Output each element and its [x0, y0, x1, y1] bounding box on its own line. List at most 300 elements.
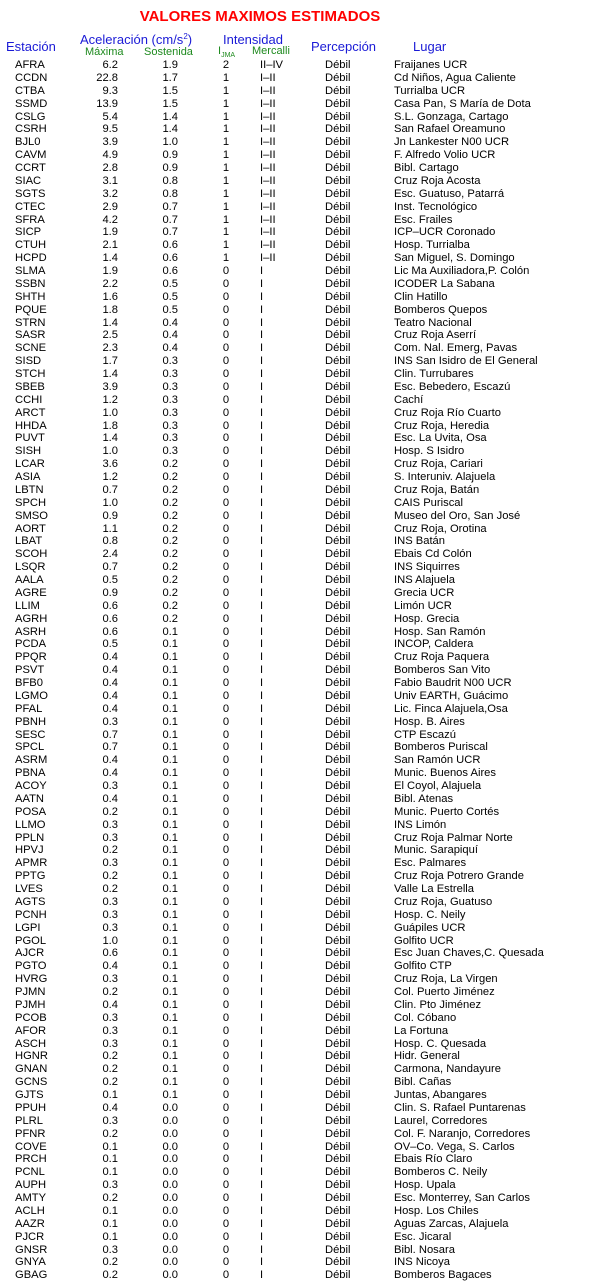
- accel-max: 0.3: [102, 831, 118, 844]
- intensity-jma: 0: [222, 380, 230, 393]
- perception: Débil: [325, 844, 351, 857]
- perception: Débil: [325, 1024, 351, 1037]
- table-row: [0, 548, 590, 561]
- location: Aguas Zarcas, Alajuela: [394, 1217, 509, 1230]
- intensity-mercalli: I–II: [260, 252, 276, 265]
- accel-max: 0.2: [102, 1269, 118, 1282]
- perception: Débil: [325, 754, 351, 767]
- table-row: [0, 1128, 590, 1141]
- perception: Débil: [325, 973, 351, 986]
- table-row: [0, 664, 590, 677]
- accel-max: 0.7: [102, 728, 118, 741]
- table-row: [0, 587, 590, 600]
- station-code: AMTY: [15, 1192, 47, 1204]
- accel-max: 0.4: [102, 998, 118, 1011]
- station-code: CCHI: [15, 393, 43, 406]
- accel-max: 0.3: [102, 818, 118, 831]
- accel-sustained: 0.3: [162, 355, 178, 368]
- accel-sustained: 0.3: [162, 368, 178, 380]
- perception: Débil: [325, 1050, 351, 1063]
- location: Inst. Tecnológico: [394, 200, 478, 213]
- accel-sustained: 0.2: [162, 496, 178, 509]
- perception: Débil: [325, 496, 351, 509]
- accel-sustained: 0.0: [162, 1230, 178, 1243]
- accel-max: 0.5: [102, 574, 118, 586]
- perception: Débil: [325, 702, 351, 715]
- table-row: [0, 741, 590, 754]
- intensity-mercalli: I: [260, 947, 264, 960]
- location: Munic. Sarapiquí: [394, 844, 478, 857]
- station-code: LLIM: [15, 599, 40, 612]
- accel-max: 0.6: [102, 947, 118, 960]
- table-row: [0, 72, 590, 85]
- intensity-jma: 1: [222, 200, 230, 213]
- location: Grecia UCR: [394, 586, 455, 599]
- accel-max: 2.8: [102, 162, 118, 174]
- intensity-jma: 1: [222, 174, 230, 187]
- perception: Débil: [325, 471, 351, 483]
- intensity-jma: 0: [222, 1076, 230, 1089]
- perception: Débil: [325, 522, 351, 535]
- intensity-mercalli: I: [260, 586, 264, 599]
- perception: Débil: [325, 1204, 351, 1217]
- intensity-mercalli: I–II: [260, 149, 276, 162]
- header-maxima: Máxima: [85, 46, 124, 58]
- accel-sustained: 0.1: [162, 638, 178, 651]
- intensity-mercalli: I: [260, 934, 264, 947]
- intensity-jma: 1: [222, 123, 230, 136]
- perception: Débil: [325, 818, 351, 831]
- perception: Débil: [325, 200, 351, 213]
- accel-max: 0.3: [102, 895, 118, 908]
- table-row: [0, 265, 590, 278]
- location: Esc. Bebedero, Escazú: [394, 380, 511, 393]
- location: Cruz Roja, Batán: [394, 483, 480, 496]
- intensity-jma: 0: [222, 625, 230, 638]
- location: Clin. S. Rafael Puntarenas: [394, 1101, 526, 1114]
- accel-max: 0.6: [102, 625, 118, 638]
- location: San Rafael Oreamuno: [394, 123, 506, 136]
- table-row: [0, 832, 590, 845]
- table-row: [0, 613, 590, 626]
- accel-sustained: 0.1: [162, 664, 178, 677]
- intensity-jma: 0: [222, 277, 230, 290]
- location: INS Nicoya: [394, 1256, 450, 1269]
- table-row: [0, 149, 590, 162]
- location: Museo del Oro, San José: [394, 509, 521, 522]
- accel-max: 0.1: [102, 1089, 118, 1101]
- accel-sustained: 1.7: [162, 71, 178, 84]
- table-row: [0, 535, 590, 548]
- table-row: [0, 767, 590, 780]
- table-row: [0, 523, 590, 536]
- intensity-mercalli: I: [260, 1153, 264, 1166]
- table-row: [0, 123, 590, 136]
- intensity-mercalli: I: [260, 483, 264, 496]
- intensity-jma: 0: [222, 715, 230, 728]
- table-row: [0, 317, 590, 330]
- table-row: [0, 458, 590, 471]
- perception: Débil: [325, 599, 351, 612]
- perception: Débil: [325, 934, 351, 947]
- table-row: [0, 883, 590, 896]
- accel-max: 22.8: [96, 71, 118, 84]
- intensity-jma: 0: [222, 754, 230, 767]
- station-code: HHDA: [15, 419, 47, 432]
- header-intensidad: Intensidad: [223, 32, 283, 47]
- intensity-mercalli: I: [260, 1243, 264, 1256]
- accel-max: 1.0: [102, 406, 118, 419]
- station-code: GBAG: [15, 1269, 48, 1282]
- intensity-jma: 0: [222, 870, 230, 883]
- perception: Débil: [325, 226, 351, 239]
- accel-max: 0.1: [102, 1153, 118, 1166]
- station-code: SBEB: [15, 380, 45, 393]
- accel-sustained: 0.2: [162, 535, 178, 548]
- location: Hosp. Upala: [394, 1179, 456, 1192]
- station-code: LVES: [15, 883, 43, 895]
- accel-sustained: 0.7: [162, 213, 178, 226]
- intensity-jma: 0: [222, 960, 230, 973]
- intensity-mercalli: I: [260, 445, 264, 458]
- intensity-jma: 1: [222, 71, 230, 84]
- table-row: [0, 59, 590, 72]
- accel-sustained: 0.1: [162, 767, 178, 780]
- accel-sustained: 0.1: [162, 998, 178, 1011]
- perception: Débil: [325, 97, 351, 110]
- intensity-jma: 0: [222, 1063, 230, 1076]
- perception: Débil: [325, 290, 351, 303]
- intensity-jma: 1: [222, 213, 230, 226]
- location: Clin. Turrubares: [394, 368, 474, 380]
- accel-sustained: 0.0: [162, 1127, 178, 1140]
- station-code: LGPI: [15, 921, 41, 934]
- accel-sustained: 0.7: [162, 226, 178, 239]
- location: Hosp. C. Quesada: [394, 1037, 487, 1050]
- accel-max: 1.1: [102, 522, 118, 535]
- station-code: SHTH: [15, 290, 46, 303]
- location: Turrialba UCR: [394, 84, 466, 97]
- location: Col. F. Naranjo, Corredores: [394, 1127, 531, 1140]
- table-row: [0, 1244, 590, 1257]
- header-aceleracion-close: ): [187, 32, 193, 47]
- intensity-mercalli: I: [260, 380, 264, 393]
- table-row: [0, 111, 590, 124]
- accel-sustained: 0.1: [162, 831, 178, 844]
- station-code: SISD: [15, 355, 42, 368]
- station-code: SPCL: [15, 741, 45, 754]
- intensity-jma: 0: [222, 1179, 230, 1192]
- location: San Miguel, S. Domingo: [394, 252, 515, 265]
- table-row: [0, 407, 590, 420]
- accel-sustained: 0.0: [162, 1204, 178, 1217]
- station-code: SSMD: [15, 97, 48, 110]
- table-row: [0, 677, 590, 690]
- location: Juntas, Abangares: [394, 1089, 487, 1101]
- table-row: [0, 1089, 590, 1102]
- accel-sustained: 0.0: [162, 1269, 178, 1282]
- intensity-mercalli: I–II: [260, 187, 276, 200]
- intensity-mercalli: I: [260, 831, 264, 844]
- perception: Débil: [325, 1192, 351, 1204]
- intensity-jma: 0: [222, 509, 230, 522]
- perception: Débil: [325, 1166, 351, 1179]
- intensity-jma: 0: [222, 908, 230, 921]
- intensity-mercalli: I–II: [260, 213, 276, 226]
- table-row: [0, 394, 590, 407]
- accel-sustained: 0.8: [162, 174, 178, 187]
- table-row: [0, 1218, 590, 1231]
- accel-sustained: 0.0: [162, 1243, 178, 1256]
- station-code: GNAN: [15, 1063, 48, 1076]
- location: Lic Ma Auxiliadora,P. Colón: [394, 265, 530, 277]
- accel-sustained: 0.1: [162, 1011, 178, 1024]
- accel-sustained: 0.1: [162, 883, 178, 895]
- station-code: SSBN: [15, 277, 46, 290]
- station-code: PLRL: [15, 1114, 43, 1127]
- perception: Débil: [325, 1101, 351, 1114]
- accel-max: 0.7: [102, 741, 118, 754]
- station-code: AFOR: [15, 1024, 47, 1037]
- location: Cachí: [394, 393, 424, 406]
- accel-sustained: 0.0: [162, 1101, 178, 1114]
- perception: Débil: [325, 741, 351, 754]
- intensity-jma: 0: [222, 342, 230, 355]
- intensity-mercalli: I: [260, 1230, 264, 1243]
- perception: Débil: [325, 187, 351, 200]
- intensity-mercalli: I: [260, 960, 264, 973]
- perception: Débil: [325, 1230, 351, 1243]
- intensity-jma: 1: [222, 149, 230, 162]
- header-ijma-i: I: [218, 45, 222, 57]
- location: ICODER La Sabana: [394, 277, 495, 290]
- intensity-jma: 1: [222, 226, 230, 239]
- table-row: [0, 793, 590, 806]
- intensity-mercalli: I: [260, 290, 264, 303]
- accel-max: 0.1: [102, 1140, 118, 1153]
- station-code: PQUE: [15, 303, 47, 316]
- location: Esc. Monterrey, San Carlos: [394, 1192, 530, 1204]
- accel-sustained: 0.6: [162, 239, 178, 252]
- intensity-mercalli: I–II: [260, 136, 276, 149]
- location: Bibl. Cartago: [394, 162, 459, 174]
- perception: Débil: [325, 998, 351, 1011]
- location: La Fortuna: [394, 1024, 449, 1037]
- accel-max: 0.3: [102, 1037, 118, 1050]
- table-row: [0, 1025, 590, 1038]
- accel-max: 2.3: [102, 342, 118, 355]
- accel-max: 0.4: [102, 689, 118, 702]
- accel-max: 2.9: [102, 200, 118, 213]
- perception: Débil: [325, 986, 351, 998]
- intensity-jma: 0: [222, 844, 230, 857]
- perception: Débil: [325, 1256, 351, 1269]
- station-code: APMR: [15, 857, 48, 870]
- intensity-jma: 0: [222, 265, 230, 277]
- accel-max: 1.6: [102, 290, 118, 303]
- intensity-jma: 0: [222, 934, 230, 947]
- perception: Débil: [325, 1243, 351, 1256]
- station-code: GNYA: [15, 1256, 46, 1269]
- location: Cruz Roja, Orotina: [394, 522, 487, 535]
- perception: Débil: [325, 380, 351, 393]
- station-code: STRN: [15, 316, 46, 329]
- station-code: ARCT: [15, 406, 46, 419]
- station-code: AGTS: [15, 895, 46, 908]
- location: Jn Lankester N00 UCR: [394, 136, 510, 149]
- station-code: AJCR: [15, 947, 45, 960]
- accel-sustained: 0.2: [162, 574, 178, 586]
- accel-max: 1.9: [102, 226, 118, 239]
- intensity-mercalli: I: [260, 857, 264, 870]
- accel-max: 1.4: [102, 252, 118, 265]
- station-code: AUPH: [15, 1179, 47, 1192]
- intensity-mercalli: I: [260, 1063, 264, 1076]
- perception: Débil: [325, 277, 351, 290]
- location: El Coyol, Alajuela: [394, 780, 482, 792]
- perception: Débil: [325, 1179, 351, 1192]
- station-code: PCDA: [15, 638, 47, 651]
- intensity-mercalli: I: [260, 1011, 264, 1024]
- location: Cruz Roja Acosta: [394, 174, 481, 187]
- intensity-jma: 0: [222, 1089, 230, 1101]
- location: Fraijanes UCR: [394, 59, 468, 71]
- location: Fabio Baudrit N00 UCR: [394, 677, 512, 689]
- intensity-mercalli: I: [260, 986, 264, 998]
- perception: Débil: [325, 355, 351, 368]
- station-code: PSVT: [15, 664, 45, 677]
- accel-sustained: 0.0: [162, 1217, 178, 1230]
- location: F. Alfredo Volio UCR: [394, 149, 496, 162]
- accel-max: 0.4: [102, 664, 118, 677]
- accel-sustained: 0.0: [162, 1166, 178, 1179]
- perception: Débil: [325, 1269, 351, 1282]
- table-row: [0, 136, 590, 149]
- location: Munic. Buenos Aires: [394, 767, 496, 780]
- intensity-mercalli: I: [260, 1269, 264, 1282]
- accel-max: 0.1: [102, 1230, 118, 1243]
- station-code: CTEC: [15, 200, 46, 213]
- accel-sustained: 1.5: [162, 97, 178, 110]
- perception: Débil: [325, 316, 351, 329]
- intensity-mercalli: I: [260, 458, 264, 471]
- intensity-mercalli: I: [260, 1140, 264, 1153]
- station-code: PPLN: [15, 831, 45, 844]
- perception: Débil: [325, 1089, 351, 1101]
- intensity-mercalli: I: [260, 908, 264, 921]
- accel-sustained: 0.0: [162, 1140, 178, 1153]
- location: Guápiles UCR: [394, 921, 466, 934]
- location: San Ramón UCR: [394, 754, 481, 767]
- intensity-jma: 0: [222, 1101, 230, 1114]
- accel-max: 0.2: [102, 1256, 118, 1269]
- intensity-jma: 0: [222, 522, 230, 535]
- accel-max: 0.3: [102, 973, 118, 986]
- station-code: AAZR: [15, 1217, 45, 1230]
- intensity-jma: 0: [222, 535, 230, 548]
- perception: Débil: [325, 509, 351, 522]
- intensity-mercalli: I–II: [260, 84, 276, 97]
- intensity-mercalli: I: [260, 870, 264, 883]
- accel-max: 3.1: [102, 174, 118, 187]
- accel-sustained: 0.0: [162, 1256, 178, 1269]
- location: Golfito CTP: [394, 960, 452, 973]
- perception: Débil: [325, 831, 351, 844]
- intensity-jma: 0: [222, 1050, 230, 1063]
- header-estacion: Estación: [6, 39, 56, 54]
- location: Esc. Palmares: [394, 857, 467, 870]
- intensity-mercalli: I: [260, 1179, 264, 1192]
- intensity-mercalli: I: [260, 754, 264, 767]
- location: INS Siquirres: [394, 561, 460, 574]
- intensity-jma: 0: [222, 973, 230, 986]
- intensity-mercalli: I: [260, 599, 264, 612]
- accel-sustained: 0.2: [162, 612, 178, 625]
- intensity-jma: 0: [222, 355, 230, 368]
- header-ijma: [218, 45, 235, 59]
- intensity-jma: 0: [222, 471, 230, 483]
- intensity-jma: 0: [222, 561, 230, 574]
- location: INCOP, Caldera: [394, 638, 474, 651]
- perception: Débil: [325, 1114, 351, 1127]
- intensity-jma: 0: [222, 329, 230, 342]
- station-code: SPCH: [15, 496, 47, 509]
- table-row: [0, 703, 590, 716]
- accel-sustained: 0.3: [162, 406, 178, 419]
- accel-sustained: 0.5: [162, 277, 178, 290]
- accel-max: 0.3: [102, 908, 118, 921]
- accel-sustained: 0.2: [162, 509, 178, 522]
- accel-sustained: 0.1: [162, 895, 178, 908]
- location: Bomberos Puriscal: [394, 741, 488, 754]
- location: Hosp. S Isidro: [394, 445, 465, 458]
- intensity-mercalli: I: [260, 355, 264, 368]
- intensity-jma: 0: [222, 767, 230, 780]
- station-code: CSRH: [15, 123, 47, 136]
- intensity-jma: 0: [222, 831, 230, 844]
- location: Cruz Roja, Cariari: [394, 458, 483, 471]
- intensity-mercalli: I: [260, 535, 264, 548]
- station-code: CAVM: [15, 149, 47, 162]
- accel-sustained: 0.0: [162, 1179, 178, 1192]
- accel-max: 1.8: [102, 303, 118, 316]
- station-code: PCOB: [15, 1011, 47, 1024]
- accel-max: 2.2: [102, 277, 118, 290]
- intensity-jma: 1: [222, 110, 230, 123]
- perception: Débil: [325, 728, 351, 741]
- location: Cruz Roja, La Virgen: [394, 973, 498, 986]
- intensity-mercalli: I: [260, 895, 264, 908]
- accel-sustained: 0.2: [162, 458, 178, 471]
- table-row: [0, 252, 590, 265]
- station-code: LSQR: [15, 561, 46, 574]
- accel-max: 0.2: [102, 805, 118, 818]
- location: Teatro Nacional: [394, 316, 472, 329]
- accel-max: 0.3: [102, 1114, 118, 1127]
- table-row: [0, 1038, 590, 1051]
- table-row: [0, 1115, 590, 1128]
- perception: Débil: [325, 805, 351, 818]
- accel-sustained: 0.1: [162, 908, 178, 921]
- intensity-jma: 0: [222, 1011, 230, 1024]
- station-code: ASCH: [15, 1037, 47, 1050]
- accel-sustained: 1.5: [162, 84, 178, 97]
- location: Bibl. Atenas: [394, 792, 454, 805]
- table-row: [0, 819, 590, 832]
- accel-max: 0.4: [102, 702, 118, 715]
- perception: Débil: [325, 239, 351, 252]
- table-row: [0, 1141, 590, 1154]
